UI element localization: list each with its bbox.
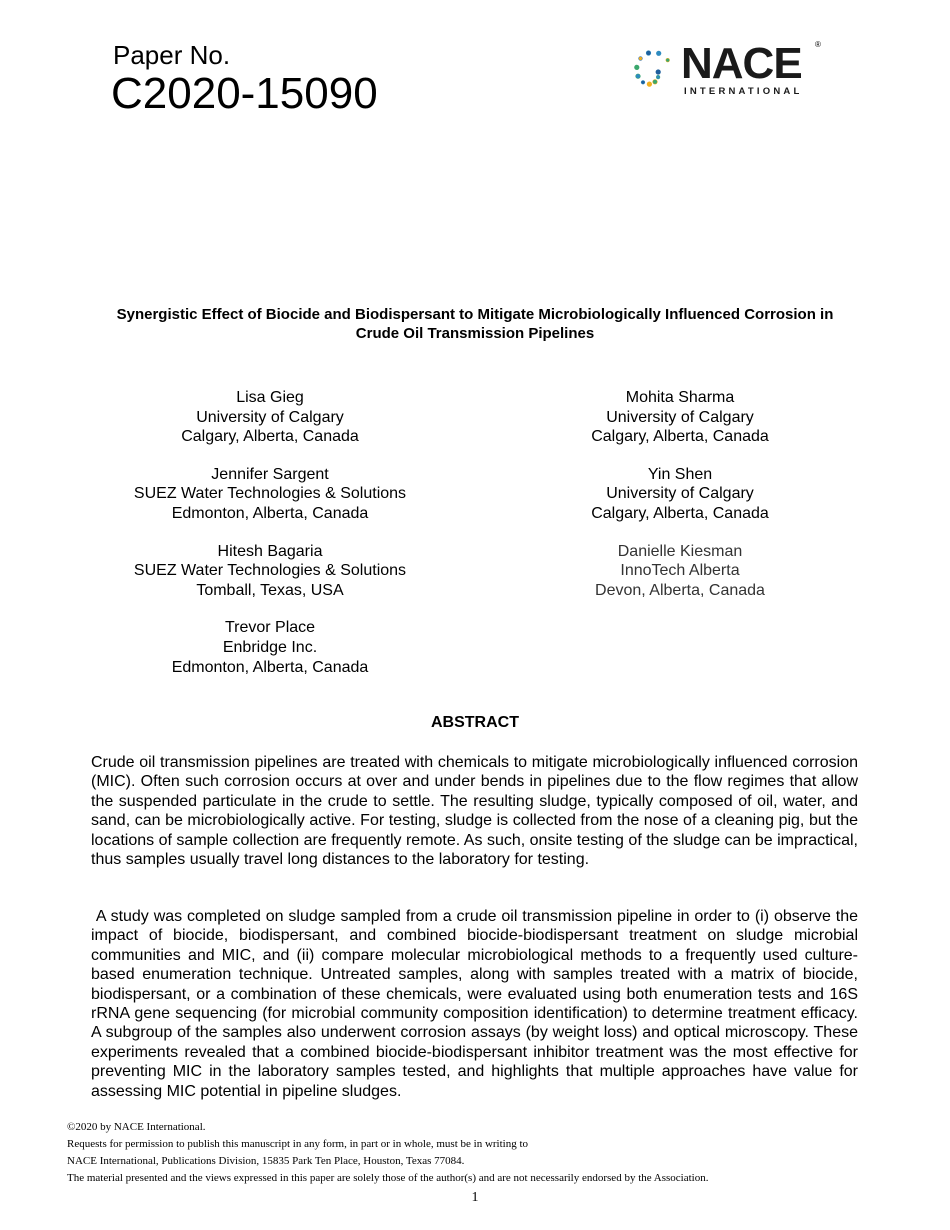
author-affiliation: SUEZ Water Technologies & Solutions (133, 562, 407, 580)
logo-dot (657, 76, 660, 79)
author-name: Mohita Sharma (625, 389, 735, 406)
page-number: 1 (471, 1190, 479, 1205)
footer-disclaimer: The material presented and the views expressed in this paper are solely those of the author(s) and are not necessarily endorsed by the Association. (67, 1172, 709, 1184)
author-block (100, 388, 440, 447)
author-location: Calgary, Alberta, Canada (591, 428, 769, 446)
logo-dot (636, 74, 640, 78)
nace-logo (627, 40, 827, 100)
author-location: Devon, Alberta, Canada (595, 581, 765, 599)
author-affiliation: University of Calgary (196, 408, 344, 426)
author-name: Hitesh Bagaria (217, 542, 323, 560)
logo-dot (666, 59, 669, 62)
author-name: Lisa Gieg (236, 389, 304, 406)
abstract-paragraph-2: A study was completed on sludge sampled from a crude oil transmission pipeline in order to (i) observe the impact of biocide, biodispersant, and combined biocide-biodispersant treatment on sludge microbial communities and MIC, and (ii) compare molecular microbiological methods to a frequently used culture-based enumeration technique. Untreated samples, along with samples treated with a matrix of biocide, biodispersant, or a combination of these chemicals, were evaluated using both enumeration tests and 16S rRNA gene sequencing (for microbial community composition identification) to determine treatment efficacy. A subgroup of the samples also underwent corrosion assays (by weight loss) and optical microscopy. These experiments revealed that a combined biocide-biodispersant inhibitor treatment was the most effective for preventing MIC in the laboratory samples tested, and highlights that multiple approaches have value for assessing MIC potential in pipeline sludges. (91, 908, 863, 1100)
author-affiliation: University of Calgary (606, 485, 754, 503)
abstract-paragraph-1: Crude oil transmission pipelines are treated with chemicals to mitigate microbiologically influenced corrosion (MIC). Often such corrosion occurs at over and under bends in pipelines due to the flow regimes that allow the suspended particulate in the crude to settle. The resulting sludge, typically composed of oil, water, and sand, can be microbiologically active. For testing, sludge is collected from the nose of a cleaning pig, but the locations of sample collection are frequently remote. As such, onsite testing of the sludge can be impractical, thus samples usually travel long distances to the laboratory for testing. (91, 754, 858, 869)
author-affiliation: InnoTech Alberta (620, 562, 740, 580)
logo-dot (646, 51, 650, 55)
author-affiliation: SUEZ Water Technologies & Solutions (133, 485, 407, 503)
author-block (510, 388, 850, 447)
author-block (100, 465, 440, 524)
author-name: Yin Shen (647, 465, 713, 483)
logo-dot (656, 51, 661, 56)
abstract-heading: ABSTRACT (431, 714, 519, 731)
author-block (510, 465, 850, 524)
author-location: Edmonton, Alberta, Canada (171, 658, 369, 676)
author-location: Edmonton, Alberta, Canada (171, 504, 369, 522)
footer-address: NACE International, Publications Division, 15835 Park Ten Place, Houston, Texas 77084. (67, 1155, 465, 1167)
author-block (100, 618, 440, 677)
author-column-right (510, 388, 850, 618)
paper-title: Synergistic Effect of Biocide and Biodispersant to Mitigate Microbiologically Influenced Corrosion in Crude Oil Transmission Pipelines (116, 306, 834, 342)
author-affiliation: University of Calgary (606, 408, 754, 426)
nace-logo-mark (627, 44, 679, 102)
author-name: Danielle Kiesman (617, 542, 743, 560)
author-location: Calgary, Alberta, Canada (591, 504, 769, 522)
author-location: Calgary, Alberta, Canada (181, 428, 359, 446)
author-name: Trevor Place (224, 619, 316, 637)
author-block (100, 542, 440, 601)
copyright-footer (67, 1119, 708, 1187)
logo-wordmark: NACE (681, 39, 802, 88)
logo-dot (639, 57, 642, 60)
logo-dot (641, 81, 644, 84)
author-name: Jennifer Sargent (211, 465, 329, 483)
logo-dot (653, 80, 657, 84)
logo-dot (647, 82, 652, 87)
logo-dot (634, 65, 639, 70)
author-location: Tomball, Texas, USA (196, 581, 344, 599)
author-column-left (100, 388, 440, 695)
footer-permission: Requests for permission to publish this manuscript in any form, in part or in whole, must be in writing to (67, 1138, 529, 1150)
logo-registered-mark: ® (815, 40, 821, 49)
paper-number-label: Paper No. (113, 40, 231, 70)
logo-dot (656, 69, 661, 74)
paper-id: C2020-15090 (111, 69, 378, 118)
footer-copyright: ©2020 by NACE International. (67, 1121, 206, 1133)
author-block (510, 542, 850, 601)
author-affiliation: Enbridge Inc. (222, 638, 318, 656)
logo-subtitle: INTERNATIONAL (684, 86, 803, 97)
